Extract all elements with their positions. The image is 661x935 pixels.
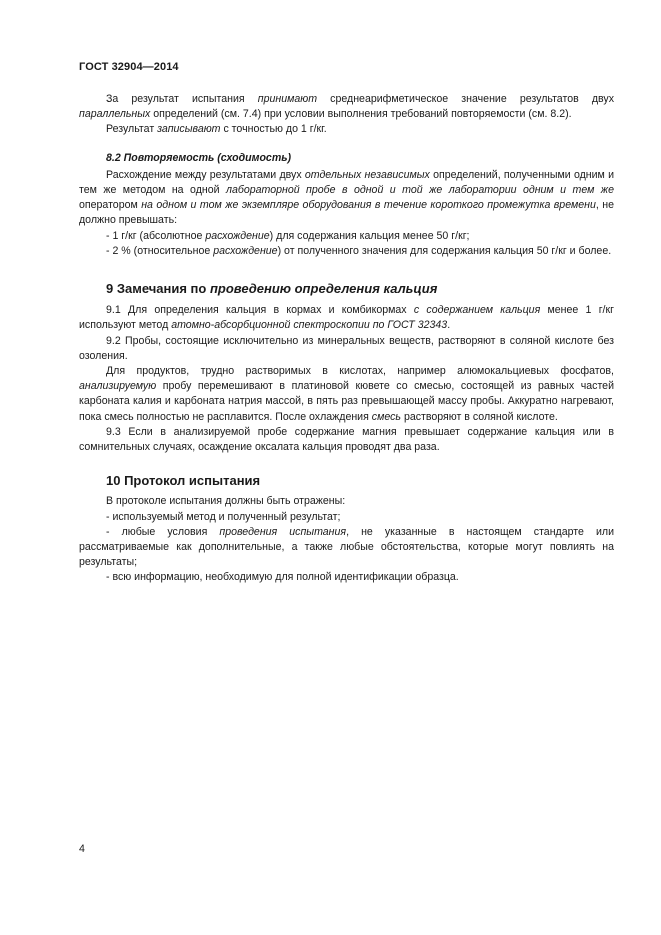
document-header: ГОСТ 32904—2014 bbox=[79, 61, 179, 73]
paragraph-result-definition: За результат испытания принимают среднеарифметическое значение результатов двух параллельных определений (см. 7.4) при условии выполнения требований повторяемости (см. 8.2). bbox=[79, 93, 614, 121]
section-8-2-heading: 8.2 Повторяемость (сходимость) bbox=[106, 151, 292, 164]
section-10-heading: 10 Протокол испытания bbox=[106, 473, 261, 489]
paragraph-result-precision: Результат записывают с точностью до 1 г/кг. bbox=[106, 123, 327, 136]
document-body bbox=[79, 92, 614, 586]
paragraph-9-3: 9.3 Если в анализируемой пробе содержание магния превышает содержание кальция или в сомнительных случаях, осаждение оксалата кальция проводят два раза. bbox=[79, 425, 614, 454]
list-item-relative-limit: - 2 % (относительное расхождение) от полученного значения для содержания кальция 50 г/кг и более. bbox=[106, 244, 612, 257]
paragraph-repeatability: Расхождение между результатами двух отдельных независимых определений, полученными одним и тем же методом на одной лабораторной пробе в одной и той же лаборатории одним и тем же оператором на одном и том же экземпляре оборудования в течение короткого промежутка времени, не должно превышать: bbox=[79, 168, 614, 227]
paragraph-9-1: 9.1 Для определения кальция в кормах и комбикормах с содержанием кальция менее 1 г/кг используют метод атомно-абсорбционной спектроскопии по ГОСТ 32343. bbox=[79, 304, 614, 332]
list-item-absolute-limit: - 1 г/кг (абсолютное расхождение) для содержания кальция менее 50 г/кг; bbox=[106, 229, 470, 242]
paragraph-protocol-intro: В протоколе испытания должны быть отражены: bbox=[106, 495, 346, 508]
paragraph-9-2: 9.2 Пробы, состоящие исключительно из минеральных веществ, растворяют в соляной кислоте без озоления. bbox=[79, 334, 614, 362]
list-item-conditions: - любые условия проведения испытания, не указанные в настоящем стандарте или рассматриваемые как дополнительные, а также любые обстоятельства, которые могут повлиять на результаты; bbox=[79, 525, 614, 569]
page-number: 4 bbox=[79, 843, 85, 855]
paragraph-insoluble-products: Для продуктов, трудно растворимых в кислотах, например алюмокальциевых фосфатов, анализируемую пробу перемешивают в платиновой кювете со смесью, состоящей из равных частей карбоната калия и карбоната натрия массой, в пять раз превышающей массу пробы. Аккуратно нагревают, пока смесь полностью не расплавится. После охлаждения смесь растворяют в соляной кислоте. bbox=[79, 365, 614, 423]
section-9-heading: 9 Замечания по проведению определения кальция bbox=[106, 281, 438, 297]
list-item-identification: - всю информацию, необходимую для полной идентификации образца. bbox=[106, 571, 459, 584]
list-item-method: - используемый метод и полученный результат; bbox=[106, 510, 341, 523]
